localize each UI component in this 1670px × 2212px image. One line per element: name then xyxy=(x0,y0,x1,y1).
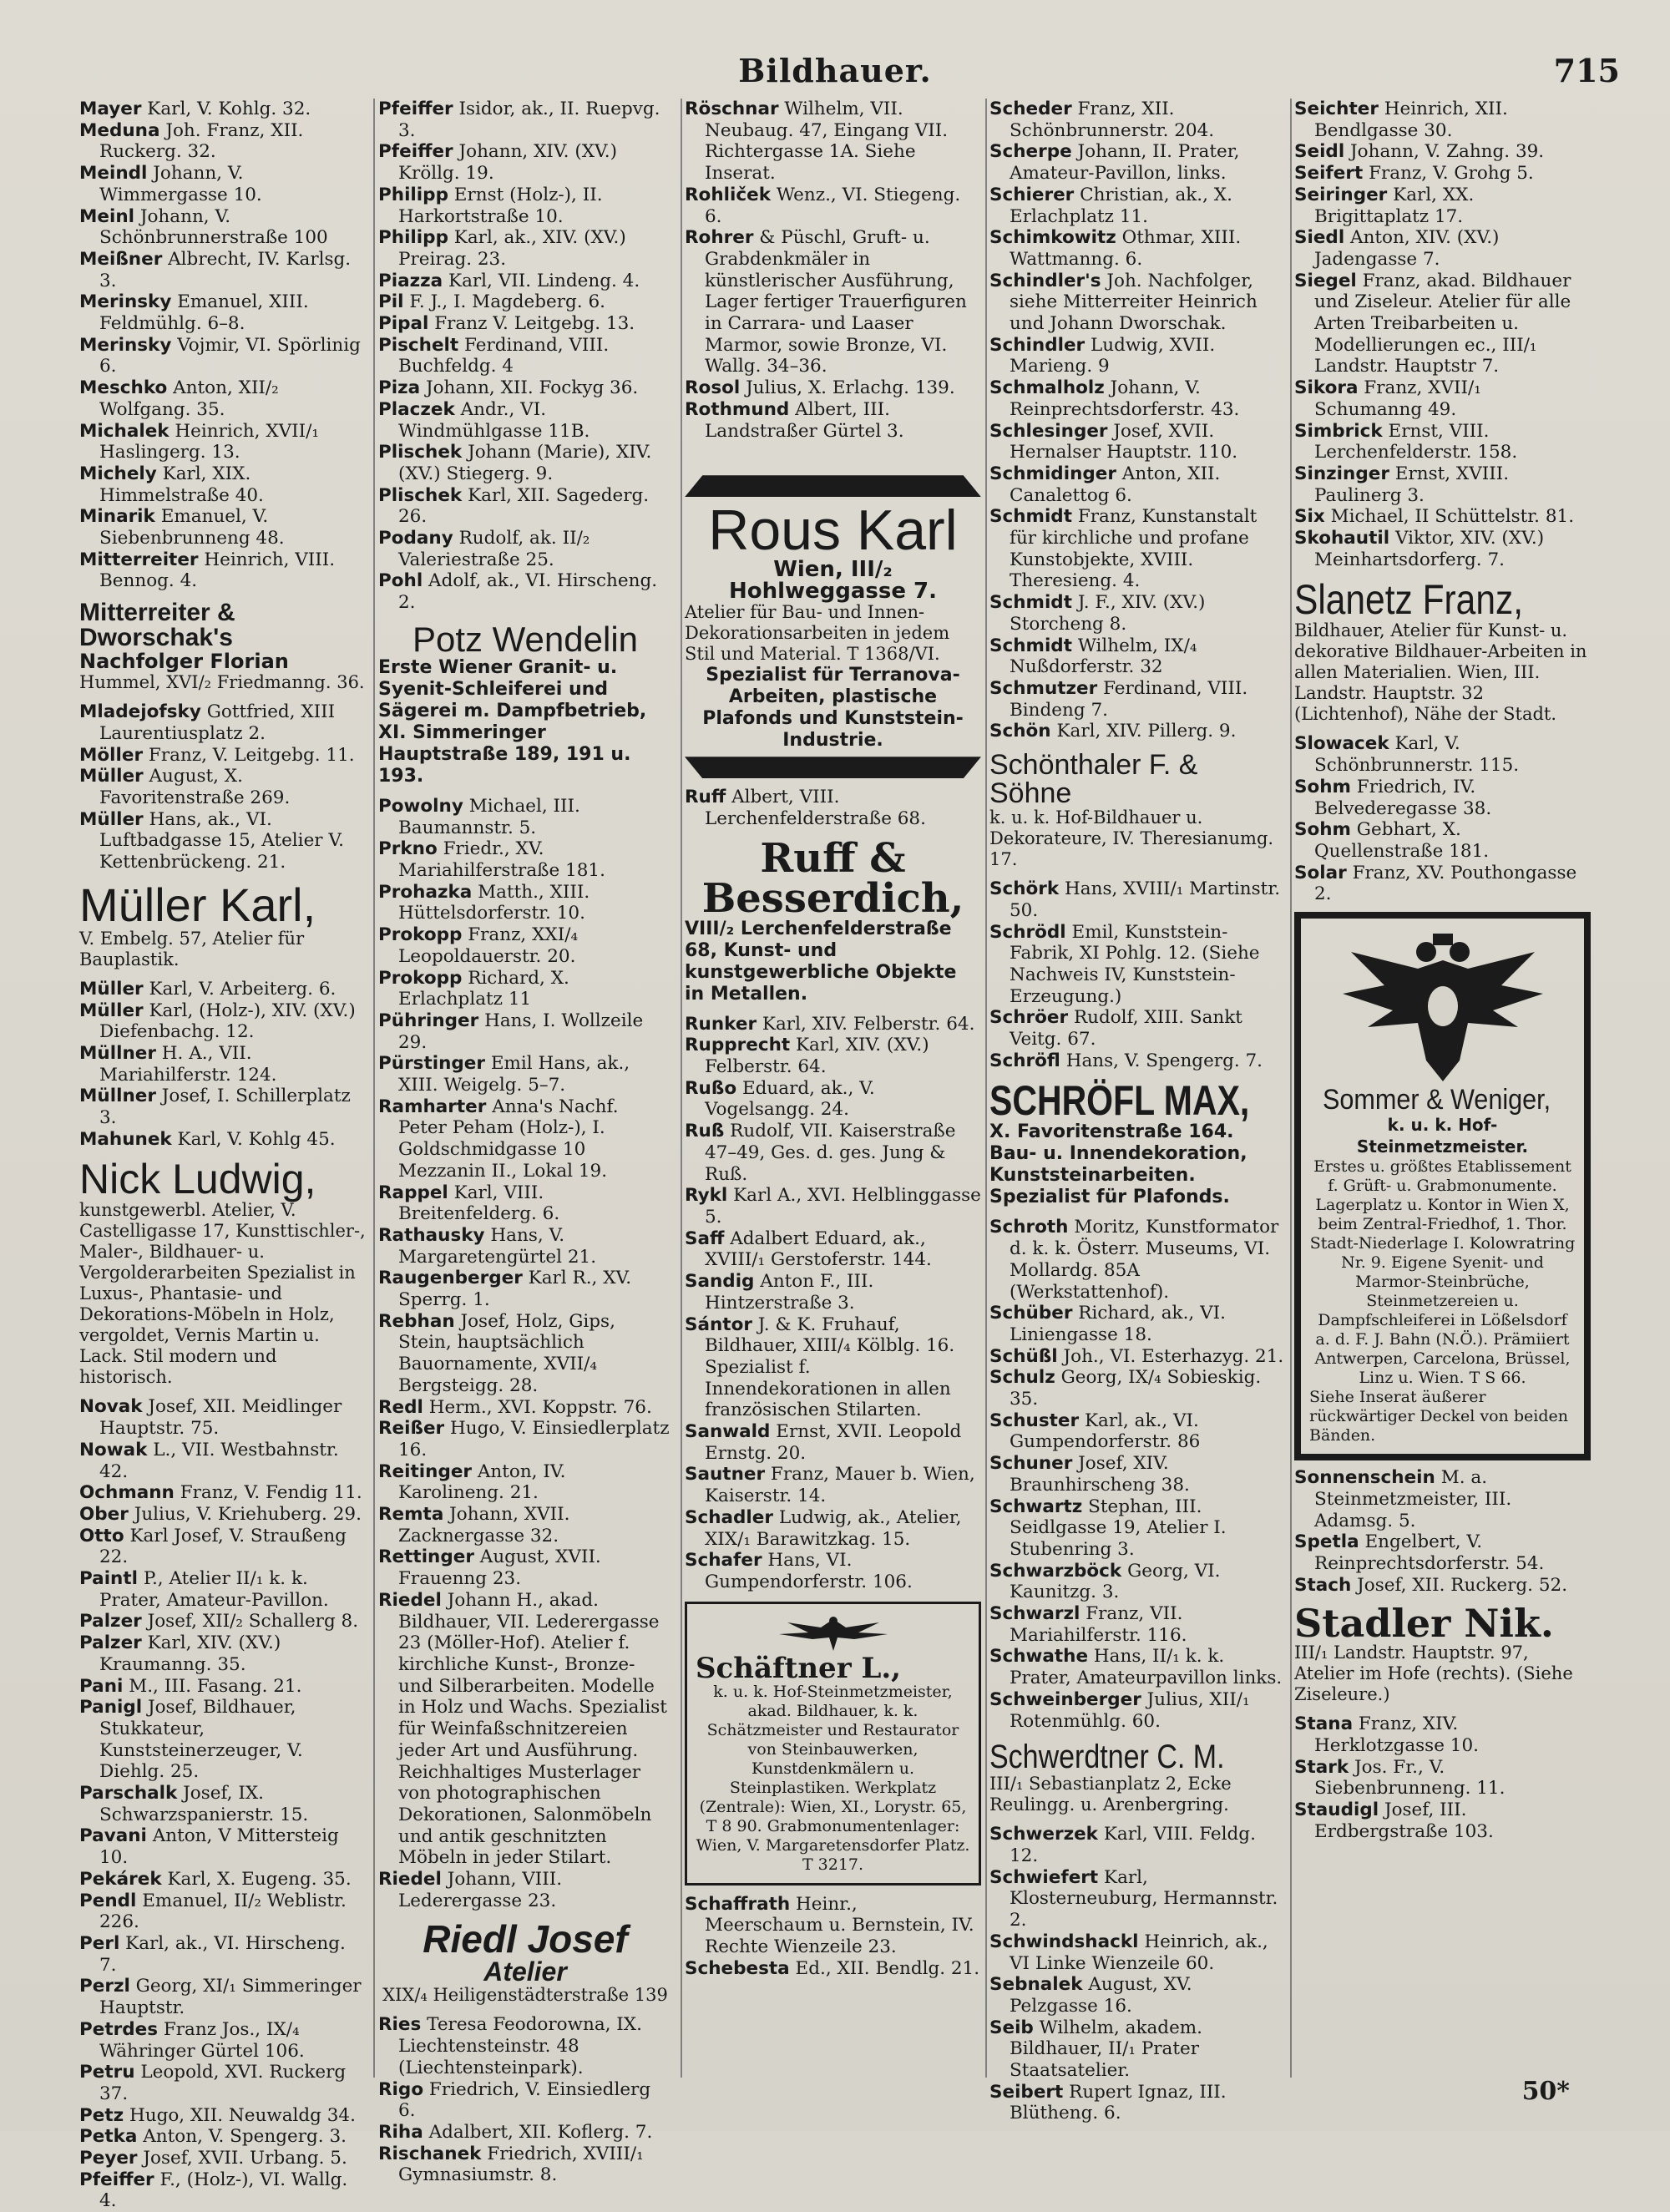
directory-entry: Palzer Karl, XIV. (XV.) Kraumanng. 35. xyxy=(79,1632,281,1675)
directory-entry: Siegel Franz, akad. Bildhauer und Ziseleur. Atelier für alle Arten Treibarbeiten u. Modellierungen ec., III/₁ Landstr. Hauptstr 7. xyxy=(1294,270,1571,377)
directory-entry: Prokopp Franz, XXI/₄ Leopoldauerstr. 20. xyxy=(378,924,579,967)
directory-entry: Schwindshackl Heinrich, ak., VI Linke Wienzeile 60. xyxy=(989,1931,1268,1974)
directory-entry: Röschnar Wilhelm, VII. Neubaug. 47, Eingang VII. Richtergasse 1A. Siehe Inserat. xyxy=(685,99,949,185)
directory-entry: Ruff Albert, VIII. Lerchenfelderstraße 68. xyxy=(685,787,926,829)
directory-entry: Raugenberger Karl R., XV. Sperrg. 1. xyxy=(378,1268,632,1311)
ad-text: III/₁ Landstr. Hauptstr. 97, Atelier im Hofe (rechts). (Siehe Ziseleure.) xyxy=(1294,1643,1573,1705)
ad-title: Rous Karl xyxy=(708,499,958,563)
directory-entry: Staudigl Josef, III. Erdbergstraße 103. xyxy=(1294,1799,1494,1842)
directory-entry: Seidl Johann, V. Zahng. 39. xyxy=(1294,141,1545,163)
directory-entry: Schmidt Wilhelm, IX/₄ Nußdorferstr. 32 xyxy=(989,635,1197,678)
ad-schwerdtner xyxy=(989,1740,1286,1815)
ad-text: X. Favoritenstraße 164. Bau- u. Innendekoration, Kunststeinarbeiten. Spezialist für Plafonds. xyxy=(989,1121,1247,1208)
directory-entry: Meißner Albrecht, IV. Karlsg. 3. xyxy=(79,248,352,291)
directory-entry: Slowacek Karl, V. Schönbrunnerstr. 115. xyxy=(1294,733,1520,777)
ad-slanetz xyxy=(1294,576,1591,725)
ad-title: Riedl Josef xyxy=(423,1917,628,1961)
directory-entry: Pühringer Hans, I. Wollzeile 29. xyxy=(378,1010,644,1053)
ad-line: Nachfolger Florian xyxy=(79,650,289,674)
ad-title: Ruff & Besserdich, xyxy=(701,834,964,922)
directory-entry: Rathausky Hans, V. Margaretengürtel 21. xyxy=(378,1224,597,1268)
directory-entry: Pipal Franz V. Leitgebg. 13. xyxy=(378,313,635,335)
directory-entry: Rohliček Wenz., VI. Stiegeng. 6. xyxy=(685,184,961,227)
directory-entry: Placzek Andr., VI. Windmühlgasse 11B. xyxy=(378,398,590,442)
directory-entry: Ochmann Franz, V. Fendig 11. xyxy=(79,1482,362,1504)
ad-mitterreiter xyxy=(79,600,367,693)
directory-entry: Schuster Karl, ak., VI. Gumpendorferstr. 86 xyxy=(989,1410,1201,1453)
directory-entry: Michalek Heinrich, XVII/₁ Haslingerg. 13. xyxy=(79,420,320,463)
directory-entry: Schroth Moritz, Kunstformator d. k. k. Österr. Museums, VI. Mollardg. 85A (Werkstattenhof). xyxy=(989,1217,1279,1303)
directory-entry: Rothmund Albert, III. Landstraßer Gürtel 3. xyxy=(685,398,904,442)
directory-entry: Seibert Rupert Ignaz, III. Blütheng. 6. xyxy=(989,2081,1227,2124)
directory-entry: Sanwald Ernst, XVII. Leopold Ernstg. 20. xyxy=(685,1421,962,1464)
ad-line: Hummel, XVI/₂ Friedmanng. 36. xyxy=(79,672,365,693)
directory-entry: Scherpe Johann, II. Prater, Amateur-Pavillon, links. xyxy=(989,141,1240,185)
ad-subtitle: Atelier xyxy=(483,1956,567,1987)
ad-title: Stadler Nik. xyxy=(1294,1601,1554,1647)
directory-entry: Sohm Friedrich, IV. Belvederegasse 38. xyxy=(1294,776,1492,819)
directory-entry: Merinsky Emanuel, XIII. Feldmühlg. 6–8. xyxy=(79,291,309,335)
directory-entry: Simbrick Ernst, VIII. Lerchenfelderstr. 158. xyxy=(1294,420,1518,463)
directory-entry: Schörk Hans, XVIII/₁ Martinstr. 50. xyxy=(989,878,1281,921)
directory-entry: Mitterreiter Heinrich, VIII. Bennog. 4. xyxy=(79,549,336,592)
ad-riedl xyxy=(378,1917,672,2006)
directory-entry: Parschalk Josef, IX. Schwarzspanierstr. 15. xyxy=(79,1783,309,1825)
column-5 xyxy=(1294,99,1591,2078)
directory-entry: Müller Hans, ak., VI. Luftbadgasse 15, Atelier V. Kettenbrückeng. 21. xyxy=(79,808,345,873)
ad-text: k. u. k. Hof-Steinmetzmeister, akad. Bildhauer, k. k. Schätzmeister und Restaurator von Steinbauwerken, Kunstdenkmälern u. Steinplastiken. Werkplatz (Zentrale): Wien, XI., Lorystr. 65, T 8 90. Grabmonumentenlager: Wien, V. Margaretensdorfer Platz. T 3217. xyxy=(696,1682,970,1874)
directory-entry: Schröfl Hans, V. Spengerg. 7. xyxy=(989,1050,1263,1071)
directory-entry: Pavani Anton, V Mittersteig 10. xyxy=(79,1825,339,1869)
directory-entry: Schmidinger Anton, XII. Canalettog 6. xyxy=(989,463,1221,506)
ad-text: Erstes u. größtes Etablissement f. Grüft- u. Grabmonumente. Lagerplatz u. Kontor in Wien X, beim Zentral-Friedhof, 1. Thor. Stadt-Niederlage I. Kolowratring Nr. 9. Eigene Syenit- und Marmor-Steinbrüche, Steinmetzereien u. Dampfschleiferei in Lößelsdorf a. d. F. J. Bahn (N.Ö.). Prämiiert Antwerpen, Carcelona, Brüssel, Linz u. Wien. T S 66. xyxy=(1309,1157,1576,1388)
directory-entry: Ruß Rudolf, VII. Kaiserstraße 47–49, Ges. d. ges. Jung & Ruß. xyxy=(685,1121,956,1185)
ad-title: Schönthaler F. & Söhne xyxy=(989,749,1198,810)
directory-entry: Spetla Engelbert, V. Reinprechtsdorferstr. 54. xyxy=(1294,1531,1545,1574)
directory-entry: Schafer Hans, VI. Gumpendorferstr. 106. xyxy=(685,1550,913,1592)
ad-text: k. u. k. Hof-Bildhauer u. Dekorateure, IV. Theresianumg. 17. xyxy=(989,807,1274,870)
directory-entry: Rykl Karl A., XVI. Helblinggasse 5. xyxy=(685,1185,981,1227)
directory-entry: Schröer Rudolf, XIII. Sankt Veitg. 67. xyxy=(989,1007,1242,1050)
directory-entry: Sautner Franz, Mauer b. Wien, Kaiserstr. 14. xyxy=(685,1464,975,1507)
directory-entry: Stach Josef, XII. Ruckerg. 52. xyxy=(1294,1574,1568,1596)
directory-entry: Meindl Johann, V. Wimmergasse 10. xyxy=(79,163,262,205)
directory-entry: Sonnenschein M. a. Steinmetzmeister, III. Adamsg. 5. xyxy=(1294,1467,1512,1531)
directory-entry: Müller Karl, V. Arbeiterg. 6. xyxy=(79,978,337,1000)
directory-entry: Müllner Josef, I. Schillerplatz 3. xyxy=(79,1086,351,1129)
page-number: 715 xyxy=(1553,52,1620,89)
column-4 xyxy=(989,99,1286,2124)
directory-entry: Reitinger Anton, IV. Karolineng. 21. xyxy=(378,1460,566,1504)
directory-entry: Müllner H. A., VII. Mariahilferstr. 124. xyxy=(79,1042,277,1086)
directory-entry: Schrödl Emil, Kunststein-Fabrik, XI Pohlg. 12. (Siehe Nachweis IV, Kunststein-Erzeugung.) xyxy=(989,921,1260,1007)
directory-entry: Palzer Josef, XII/₂ Schallerg 8. xyxy=(79,1611,359,1632)
directory-entry: Rupprecht Karl, XIV. (XV.) Felberstr. 64. xyxy=(685,1035,929,1078)
directory-entry: Schlesinger Josef, XVII. Hernalser Hauptstr. 110. xyxy=(989,420,1238,463)
directory-entry: Perl Karl, ak., VI. Hirscheng. 7. xyxy=(79,1933,346,1976)
directory-entry: Solar Franz, XV. Pouthongasse 2. xyxy=(1294,862,1577,905)
directory-entry: Scheder Franz, XII. Schönbrunnerstr. 204. xyxy=(989,99,1215,141)
directory-entry: Pil F. J., I. Magdeberg. 6. xyxy=(378,291,605,313)
ad-schroefl xyxy=(989,1077,1286,1208)
directory-entry: Piza Johann, XII. Fockyg 36. xyxy=(378,377,639,399)
ad-mueller xyxy=(79,878,367,970)
ad-ornament-bar xyxy=(685,757,981,778)
directory-entry: Schebesta Ed., XII. Bendlg. 21. xyxy=(685,1957,980,1979)
directory-entry: Rosol Julius, X. Erlachg. 139. xyxy=(685,377,955,399)
ad-title: Müller Karl, xyxy=(79,878,316,931)
directory-entry: Riha Adalbert, XII. Koflerg. 7. xyxy=(378,2121,653,2143)
ad-schoenthaler xyxy=(989,751,1286,870)
directory-entry: Ramharter Anna's Nachf. Peter Peham (Holz-), I. Goldschmidgasse 10 Mezzanin II., Lokal 19. xyxy=(378,1096,619,1182)
directory-entry: Michely Karl, XIX. Himmelstraße 40. xyxy=(79,463,264,506)
directory-entry: Plischek Karl, XII. Sagederg. 26. xyxy=(378,484,650,528)
directory-entry: Powolny Michael, III. Baumannstr. 5. xyxy=(378,795,580,838)
directory-entry: Schüber Richard, ak., VI. Liniengasse 18. xyxy=(989,1303,1226,1345)
directory-entry: Pischelt Ferdinand, VIII. Buchfeldg. 4 xyxy=(378,334,610,377)
directory-entry: Schwiefert Karl, Klosterneuburg, Hermannstr. 2. xyxy=(989,1866,1278,1931)
directory-entry: Schmidt Franz, Kunstanstalt für kirchliche und profane Kunstobjekte, XVIII. Theresieng. 4. xyxy=(989,506,1258,592)
ad-sommer xyxy=(1294,912,1591,1460)
ad-text: Bildhauer, Atelier für Kunst- u. dekorative Bildhauer-Arbeiten in allen Materialien. Wien, III. Landstr. Hauptstr. 32 (Lichtenhof), Nähe der Stadt. xyxy=(1294,620,1587,725)
column-1 xyxy=(79,99,367,2212)
ad-stadler xyxy=(1294,1601,1591,1705)
directory-entry: Skohautil Viktor, XIV. (XV.) Meinhartsdorferg. 7. xyxy=(1294,528,1545,570)
directory-entry: Pani M., III. Fasang. 21. xyxy=(79,1675,302,1697)
ad-text: kunstgewerbl. Atelier, V. Castelligasse 17, Kunsttischler-, Maler-, Bildhauer- u. Vergolderarbeiten Spezialist in Luxus-, Phantasie- und Dekorations-Möbeln in Holz, vergoldet, Vernis Martin u. Lack. Stil modern und historisch. xyxy=(79,1200,366,1388)
ad-subtitle: k. u. k. Hof-Steinmetzmeister. xyxy=(1356,1115,1529,1157)
directory-entry: Schwartz Stephan, III. Seidlgasse 19, Atelier I. Stubenring 3. xyxy=(989,1496,1227,1560)
directory-entry: Schwarzböck Georg, VI. Kaunitzg. 3. xyxy=(989,1560,1221,1603)
directory-entry: Peyer Josef, XVII. Urbang. 5. xyxy=(79,2148,347,2169)
directory-entry: Paintl P., Atelier II/₁ k. k. Prater, Amateur-Pavillon. xyxy=(79,1568,329,1611)
ad-title: Slanetz Franz, xyxy=(1294,576,1524,624)
directory-entry: Prokopp Richard, X. Erlachplatz 11 xyxy=(378,967,569,1010)
ad-text: Atelier für Bau- und Innen-Dekorationsarbeiten in jedem Stil und Material. T 1368/VI. xyxy=(685,602,950,665)
directory-entry: Minarik Emanuel, V. Siebenbrunneng 48. xyxy=(79,506,285,549)
directory-entry: Schmutzer Ferdinand, VIII. Bindeng 7. xyxy=(989,677,1248,721)
eagle-emblem-icon xyxy=(771,1612,896,1654)
directory-entry: Petrdes Franz Jos., IX/₄ Währinger Gürtel 106. xyxy=(79,2018,305,2062)
directory-entry: Petka Anton, V. Spengerg. 3. xyxy=(79,2126,347,2148)
directory-entry: Schaffrath Heinr., Meerschaum u. Bernstein, IV. Rechte Wienzeile 23. xyxy=(685,1893,974,1958)
directory-entry: Schadler Ludwig, ak., Atelier, XIX/₁ Barawitzkag. 15. xyxy=(685,1506,962,1550)
ad-potz xyxy=(378,619,672,787)
directory-entry: Mladejofsky Gottfried, XIII Laurentiusplatz 2. xyxy=(79,701,336,744)
directory-entry: Piazza Karl, VII. Lindeng. 4. xyxy=(378,270,640,291)
directory-entry: Prohazka Matth., XIII. Hüttelsdorferstr. 10. xyxy=(378,881,590,924)
directory-entry: Perzl Georg, XI/₁ Simmeringer Hauptstr. xyxy=(79,1976,362,2019)
page-title: Bildhauer. xyxy=(738,52,932,89)
ad-text: III/₁ Sebastianplatz 2, Ecke Reulingg. u. Arenbergring. xyxy=(989,1774,1232,1815)
directory-entry: Rußo Eduard, ak., V. Vogelsangg. 24. xyxy=(685,1077,875,1121)
directory-entry: Siedl Anton, XIV. (XV.) Jadengasse 7. xyxy=(1294,227,1500,270)
directory-entry: Redl Herm., XVI. Koppstr. 76. xyxy=(378,1396,652,1418)
directory-entry: Saff Adalbert Eduard, ak., XVIII/₁ Gerstoferstr. 144. xyxy=(685,1227,932,1271)
directory-entry: Schweinberger Julius, XII/₁ Rotenmühlg. 60. xyxy=(989,1688,1250,1732)
directory-entry: Sandig Anton F., III. Hintzerstraße 3. xyxy=(685,1271,874,1314)
directory-entry: Seiringer Karl, XX. Brigittaplatz 17. xyxy=(1294,184,1475,227)
ad-text: XIX/₄ Heiligenstädterstraße 139 xyxy=(382,1985,668,2006)
directory-entry: Schwathe Hans, II/₁ k. k. Prater, Amateurpavillon links. xyxy=(989,1646,1283,1689)
directory-entry: Schön Karl, XIV. Pillerg. 9. xyxy=(989,721,1237,742)
directory-entry: Sántor J. & K. Fruhauf, Bildhauer, XIII/₄ Kölblg. 16. Spezialist f. Innendekorationen in allen französischen Stilarten. xyxy=(685,1314,955,1421)
directory-entry: Pürstinger Emil Hans, ak., XIII. Weigelg. 5–7. xyxy=(378,1053,630,1096)
directory-entry: Nowak L., VII. Westbahnstr. 42. xyxy=(79,1439,339,1482)
ad-title: Sommer & Weniger, xyxy=(1322,1084,1551,1116)
directory-entry: Podany Rudolf, ak. II/₂ Valeriestraße 25. xyxy=(378,528,590,570)
ad-ruff xyxy=(685,834,981,1005)
directory-entry: Schuner Josef, XIV. Braunhirscheng 38. xyxy=(989,1453,1190,1496)
directory-entry: Pfeiffer Isidor, ak., II. Ruepvg. 3. xyxy=(378,99,660,141)
column-2 xyxy=(378,99,672,2186)
ad-title: Schäftner L., xyxy=(696,1651,902,1685)
ad-title: Mitterreiter & Dworschak's xyxy=(79,599,235,652)
directory-entry: Schierer Christian, ak., X. Erlachplatz 11. xyxy=(989,184,1232,227)
directory-entry: Rigo Friedrich, V. Einsiedlerg 6. xyxy=(378,2078,651,2122)
directory-entry: Riedel Johann H., akad. Bildhauer, VII. Lederergasse 23 (Möller-Hof). Atelier f. kirchliche Kunst-, Bronze- und Silberarbeiten. Modelle in Holz und Wachs. Spezialist für Weinfaßschnitzereien jeder Art und Ausführung. Reichhaltiges Musterlager von photographischen Dekorationen, Salonmöbeln und antik geschnitzten Möbeln in jeder Stilart. xyxy=(378,1589,667,1869)
directory-entry: Sinzinger Ernst, XVIII. Paulinerg 3. xyxy=(1294,463,1510,506)
ad-note: Siehe Inserat äußerer rückwärtiger Deckel von beiden Bänden. xyxy=(1309,1388,1568,1445)
directory-entry: Pfeiffer F., (Holz-), VI. Wallg. 4. xyxy=(79,2169,348,2212)
ad-text: VIII/₂ Lerchenfelderstraße 68, Kunst- und kunstgewerbliche Objekte in Metallen. xyxy=(685,918,957,1005)
columns xyxy=(79,99,1607,2212)
directory-entry: Seib Wilhelm, akadem. Bildhauer, II/₁ Prater Staatsatelier. xyxy=(989,2017,1203,2082)
directory-entry: Riedel Johann, VIII. Lederergasse 23. xyxy=(378,1869,563,1911)
double-eagle-emblem-icon xyxy=(1334,927,1551,1086)
directory-entry: Mahunek Karl, V. Kohlg 45. xyxy=(79,1128,336,1150)
directory-entry: Schwarzl Franz, VII. Mariahilferstr. 116. xyxy=(989,1603,1187,1646)
directory-entry: Remta Johann, XVII. Zacknergasse 32. xyxy=(378,1504,570,1546)
ad-title: Potz Wendelin xyxy=(412,619,639,659)
ad-ornament-bar xyxy=(685,475,981,497)
directory-entry: Meduna Joh. Franz, XII. Ruckerg. 32. xyxy=(79,119,304,163)
page-header xyxy=(0,48,1670,99)
directory-entry: Plischek Johann (Marie), XIV. (XV.) Stiegerg. 9. xyxy=(378,442,652,484)
directory-entry: Schimkowitz Othmar, XIII. Wattmanng. 6. xyxy=(989,227,1242,270)
directory-entry: Philipp Karl, ak., XIV. (XV.) Preirag. 23. xyxy=(378,227,626,270)
directory-entry: Möller Franz, V. Leitgebg. 11. xyxy=(79,744,355,766)
ad-title: Nick Ludwig, xyxy=(79,1156,316,1203)
ad-text: Erste Wiener Granit- u. Syenit-Schleiferei und Sägerei m. Dampfbetrieb, XI. Simmeringer Hauptstraße 189, 191 u. 193. xyxy=(378,656,647,787)
directory-entry: Petz Hugo, XII. Neuwaldg 34. xyxy=(79,2104,356,2126)
directory-entry: Pohl Adolf, ak., VI. Hirscheng. 2. xyxy=(378,570,658,614)
ad-rous xyxy=(685,475,981,778)
directory-entry: Panigl Josef, Bildhauer, Stukkateur, Kunststeinerzeuger, V. Diehlg. 25. xyxy=(79,1697,303,1783)
directory-entry: Novak Josef, XII. Meidlinger Hauptstr. 75. xyxy=(79,1396,342,1440)
directory-entry: Rischanek Friedrich, XVIII/₁ Gymnasiumstr. 8. xyxy=(378,2143,644,2186)
directory-entry: Seifert Franz, V. Grohg 5. xyxy=(1294,163,1534,185)
ad-text: Spezialist für Terranova-Arbeiten, plastische Plafonds und Kunststein-Industrie. xyxy=(702,665,964,752)
directory-entry: Six Michael, II Schüttelstr. 81. xyxy=(1294,506,1575,528)
footer-mark: 50* xyxy=(1521,2077,1570,2106)
directory-entry: Ries Teresa Feodorowna, IX. Liechtensteinstr. 48 (Liechtensteinpark). xyxy=(378,2014,642,2078)
ad-schaeftner xyxy=(685,1602,981,1886)
directory-entry: Sebnalek August, XV. Pelzgasse 16. xyxy=(989,1974,1192,2017)
directory-entry: Rappel Karl, VIII. Breitenfelderg. 6. xyxy=(378,1182,560,1225)
directory-entry: Meschko Anton, XII/₂ Wolfgang. 35. xyxy=(79,377,279,420)
directory-entry: Pekárek Karl, X. Eugeng. 35. xyxy=(79,1868,352,1890)
directory-entry: Rettinger August, XVII. Frauenng 23. xyxy=(378,1546,601,1590)
ad-title: Schwerdtner C. M. xyxy=(989,1739,1225,1776)
directory-entry: Müller Karl, (Holz-), XIV. (XV.) Diefenbachg. 12. xyxy=(79,1000,356,1043)
ad-nick xyxy=(79,1158,367,1388)
directory-entry: Stark Jos. Fr., V. Siebenbrunneng. 11. xyxy=(1294,1756,1506,1799)
directory-entry: Merinsky Vojmir, VI. Spörlinig 6. xyxy=(79,334,361,377)
directory-entry: Mayer Karl, V. Kohlg. 32. xyxy=(79,99,311,119)
ad-address: Wien, III/₂ Hohlweggasse 7. xyxy=(728,557,938,605)
directory-entry: Schulz Georg, IX/₄ Sobieskig. 35. xyxy=(989,1367,1262,1410)
directory-entry: Schwerzek Karl, VIII. Feldg. 12. xyxy=(989,1824,1256,1866)
directory-entry: Seichter Heinrich, XII. Bendlgasse 30. xyxy=(1294,99,1508,141)
directory-entry: Sikora Franz, XVII/₁ Schumanng 49. xyxy=(1294,377,1481,420)
directory-entry: Rohrer & Püschl, Gruft- u. Grabdenkmäler in künstlerischer Ausführung, Lager fertiger Trauerfiguren in Carrara- und Laaser Marmor, sowie Bronze, VI. Wallg. 34–36. xyxy=(685,227,967,377)
directory-entry: Pendl Emanuel, II/₂ Weblistr. 226. xyxy=(79,1890,347,1933)
directory-entry: Philipp Ernst (Holz-), II. Harkortstraße 10. xyxy=(378,184,603,227)
column-3 xyxy=(685,99,981,2078)
directory-entry: Sohm Gebhart, X. Quellenstraße 181. xyxy=(1294,819,1490,862)
directory-entry: Reißer Hugo, V. Einsiedlerplatz 16. xyxy=(378,1418,670,1460)
directory-entry: Schmalholz Johann, V. Reinprechtsdorferstr. 43. xyxy=(989,377,1240,420)
directory-entry: Otto Karl Josef, V. Straußeng 22. xyxy=(79,1525,347,1568)
directory-entry: Schindler Ludwig, XVII. Marieng. 9 xyxy=(989,334,1216,377)
directory-entry: Schindler's Joh. Nachfolger, siehe Mitterreiter Heinrich und Johann Dworschak. xyxy=(989,270,1258,335)
directory-entry: Petru Leopold, XVI. Ruckerg 37. xyxy=(79,2062,347,2104)
ad-text: V. Embelg. 57, Atelier für Bauplastik. xyxy=(79,928,305,969)
directory-entry: Runker Karl, XIV. Felberstr. 64. xyxy=(685,1013,975,1035)
directory-entry: Rebhan Josef, Holz, Gips, Stein, hauptsächlich Bauornamente, XVII/₄ Bergsteigg. 28. xyxy=(378,1310,615,1396)
directory-entry: Pfeiffer Johann, XIV. (XV.) Kröllg. 19. xyxy=(378,141,618,185)
directory-entry: Müller August, X. Favoritenstraße 269. xyxy=(79,766,291,808)
directory-entry: Schüßl Joh., VI. Esterhazyg. 21. xyxy=(989,1345,1284,1367)
directory-entry: Stana Franz, XIV. Herklotzgasse 10. xyxy=(1294,1713,1479,1757)
directory-entry: Prkno Friedr., XV. Mariahilferstraße 181. xyxy=(378,838,605,881)
directory-entry: Meinl Johann, V. Schönbrunnerstraße 100 xyxy=(79,205,328,249)
directory-entry: Ober Julius, V. Kriehuberg. 29. xyxy=(79,1503,362,1525)
ad-title: SCHRÖFL MAX, xyxy=(989,1077,1250,1125)
directory-entry: Schmidt J. F., XIV. (XV.) Storcheng 8. xyxy=(989,592,1206,635)
